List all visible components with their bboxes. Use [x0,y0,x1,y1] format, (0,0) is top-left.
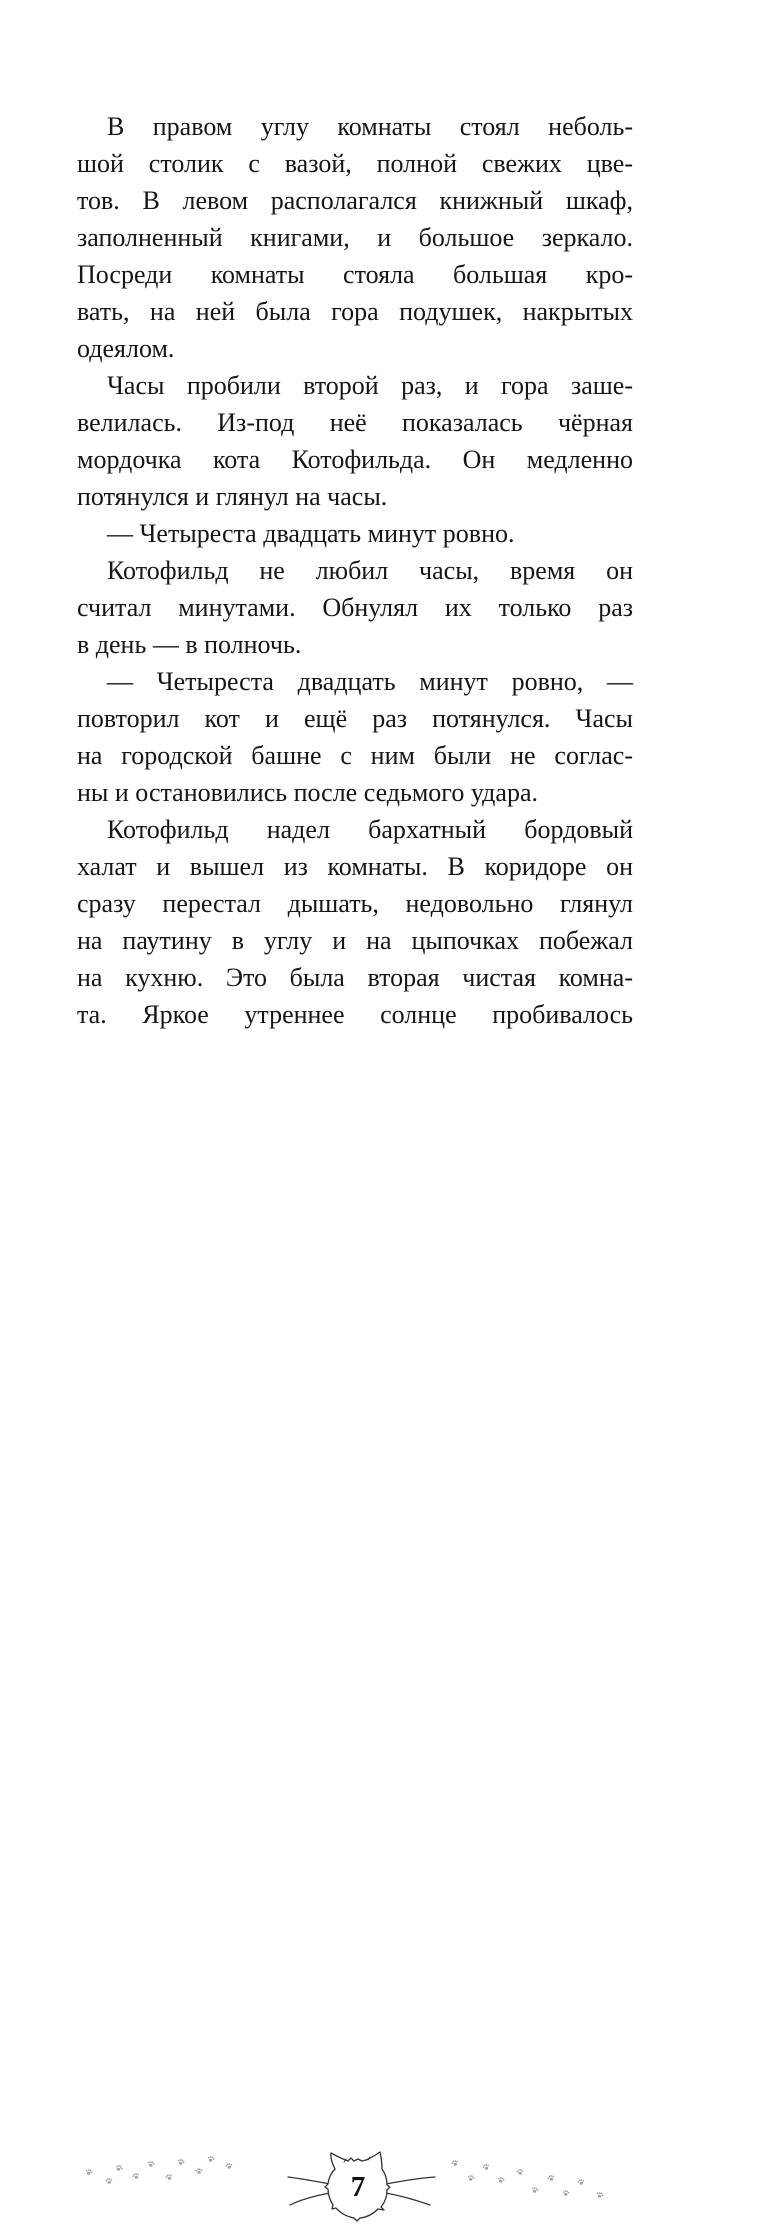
text-line: Котофильд надел бархатный бордовый [107,815,633,844]
paw-print-icon [105,2178,113,2185]
text-line: одеялом. [77,334,175,363]
text-line: вать, на ней была гора подушек, накрытых [77,297,633,326]
text-line: Посреди комнаты стояла большая кро- [77,260,633,289]
paw-print-icon [497,2177,505,2184]
paw-print-icon [577,2179,585,2186]
text-line: считал минутами. Обнулял их только раз [77,593,633,622]
text-line: потянулся и глянул на часы. [77,482,388,511]
text-line: мордочка кота Котофильда. Он медленно [77,445,633,474]
text-line: ны и остановились после седьмого удара. [77,778,538,807]
paw-print-icon [115,2164,124,2172]
paragraph [77,515,633,552]
paragraph [77,552,633,663]
paw-print-icon [85,2168,93,2175]
paw-print-icon [225,2163,233,2170]
paragraph [77,811,633,1033]
paw-print-icon [547,2174,555,2181]
text-line: повторил кот и ещё раз потянулся. Часы [77,704,633,733]
paw-print-icon [207,2155,215,2162]
paw-print-icon [451,2159,459,2166]
paragraph [77,367,633,515]
text-line: в день — в полночь. [77,630,302,659]
paragraph [77,108,633,367]
page-number: 7 [350,2171,366,2203]
text-line: — Четыреста двадцать минут ровно. [107,519,515,548]
text-line: заполненный книгами, и большое зеркало. [77,223,633,252]
text-line: халат и вышел из комнаты. В коридоре он [77,852,633,881]
paw-print-icon [147,2161,155,2168]
paw-print-icon [596,2191,604,2199]
paw-print-icon [195,2168,202,2174]
text-line: та. Яркое утреннее солнце пробивалось [77,1000,633,1029]
paw-print-icon [177,2158,185,2166]
text-line: Котофильд не любил часы, время он [107,556,633,585]
paw-prints-left-icon [84,2152,240,2188]
text-line: на паутину в углу и на цыпочках побежал [77,926,633,955]
text-line: сразу перестал дышать, недовольно глянул [77,889,633,918]
text-line: тов. В левом располагался книжный шкаф, [77,186,633,215]
text-line: велилась. Из-под неё показалась чёрная [77,408,633,437]
paw-print-icon [165,2173,173,2180]
text-line: шой столик с вазой, полной свежих цве- [77,149,633,178]
paw-print-icon [531,2186,539,2193]
paw-print-icon [467,2175,475,2182]
text-block [77,108,633,1033]
paw-prints-right-icon [448,2156,610,2204]
paw-print-icon [132,2172,140,2180]
paw-print-icon [516,2169,524,2175]
page-footer [0,1070,768,2203]
text-line: В правом углу комнаты стоял неболь- [107,112,633,141]
text-line: — Четыреста двадцать минут ровно, — [107,667,633,696]
cat-face-page-number [288,2148,438,2226]
text-line: Часы пробили второй раз, и гора заше- [107,371,633,400]
paw-print-icon [482,2163,490,2171]
paw-print-icon [562,2190,570,2196]
text-line: на кухню. Это была вторая чистая комна- [77,963,633,992]
paragraph [77,663,633,811]
text-line: на городской башне с ним были не соглас- [77,741,633,770]
